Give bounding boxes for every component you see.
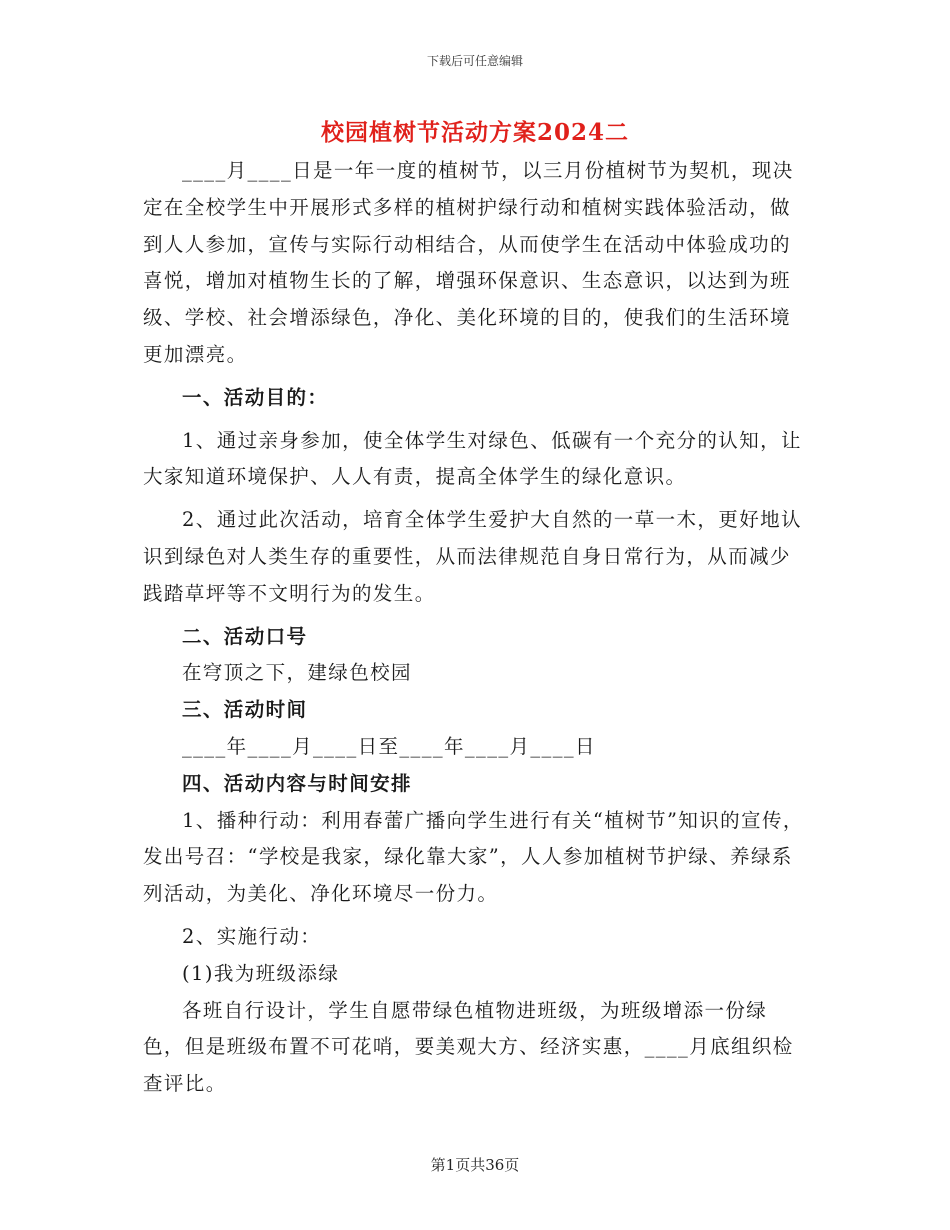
time-text: ____年____月____日至____年____月____日 [182,734,596,758]
document-title: 校园植树节活动方案2024二 [320,119,629,146]
section-heading-content: 四、活动内容与时间安排 [182,771,412,795]
content-item-2: 2、实施行动： [182,924,322,948]
section-heading-time: 三、活动时间 [182,698,308,722]
header-note: 下载后可任意编辑 [426,54,523,68]
slogan-text: 在穹顶之下，建绿色校园 [182,661,412,685]
content-subitem-1-text: 各班自行设计，学生自愿带绿色植物进班级，为班级增添一份绿色，但是班级布置不可花哨，要美观大方、经济实惠，____月底组织检查评比。 [143,998,794,1096]
purpose-item-1: 1、通过亲身参加，使全体学生对绿色、低碳有一个充分的认知，让大家知道环境保护、人人有责，提高全体学生的绿化意识。 [143,428,802,489]
section-heading-purpose: 一、活动目的： [182,385,329,409]
section-heading-slogan: 二、活动口号 [182,624,308,648]
page-number: 第1页共36页 [430,1156,520,1174]
document-body [143,153,808,1103]
content-subitem-1: (1)我为班级添绿 [182,961,340,985]
purpose-item-2: 2、通过此次活动，培育全体学生爱护大自然的一草一木，更好地认识到绿色对人类生存的重要性，从而法律规范自身日常行为，从而减少践踏草坪等不文明行为的发生。 [143,508,802,605]
content-item-1: 1、播种行动：利用春蕾广播向学生进行有关“植树节”知识的宣传，发出号召：“学校是我家，绿化靠大家”，人人参加植树节护绿、养绿系列活动，为美化、净化环境尽一份力。 [143,808,804,906]
intro-paragraph: ____月____日是一年一度的植树节，以三月份植树节为契机，现决定在全校学生中开展形式多样的植树护绿行动和植树实践体验活动，做到人人参加，宣传与实际行动相结合，从而使学生在活动中体验成功的喜悦，增加对植物生长的了解，增强环保意识、生态意识，以达到为班级、学校、社会增添绿色，净化、美化环境的目的，使我们的生活环境更加漂亮。 [143,159,794,366]
